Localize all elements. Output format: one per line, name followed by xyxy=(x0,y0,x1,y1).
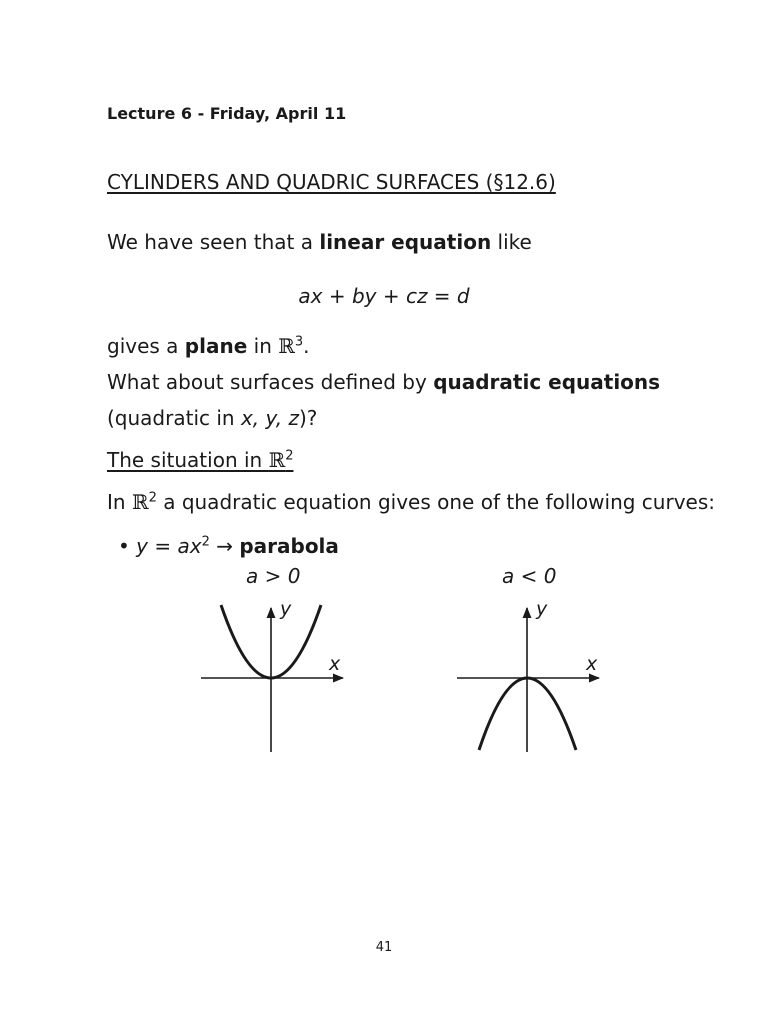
y-axis-label: y xyxy=(536,598,548,620)
condition-positive: a > 0 xyxy=(246,564,301,588)
exponent: 2 xyxy=(285,448,294,464)
real-space-symbol: ℝ xyxy=(268,448,286,472)
real-space-symbol: ℝ xyxy=(278,334,295,358)
section-title: CYLINDERS AND QUADRIC SURFACES (§12.6) xyxy=(107,170,556,194)
graph-opens-down xyxy=(457,598,599,752)
paren-close: )? xyxy=(299,406,318,430)
curves-text-end: a quadratic equation gives one of the following curves: xyxy=(156,490,715,514)
condition-negative: a < 0 xyxy=(502,564,557,588)
quadratic-equations-term: quadratic equations xyxy=(433,370,661,394)
plane-term: plane xyxy=(184,334,248,358)
x-axis-label: x xyxy=(329,653,341,675)
linear-equation: ax + by + cz = d xyxy=(298,284,470,308)
exponent: 3 xyxy=(294,334,304,350)
lecture-header: Lecture 6 - Friday, April 11 xyxy=(107,104,347,123)
intro-text-end: like xyxy=(491,230,532,254)
exponent: 2 xyxy=(148,490,157,506)
bullet-dot: • xyxy=(118,534,130,558)
question-text: What about surfaces defined by xyxy=(107,370,434,394)
intro-text: We have seen that a xyxy=(107,230,320,254)
paren-open: (quadratic in xyxy=(107,406,241,430)
linear-equation-term: linear equation xyxy=(319,230,492,254)
real-space-symbol: ℝ xyxy=(131,490,149,514)
x-axis-label: x xyxy=(586,653,598,675)
curves-text: In xyxy=(107,490,132,514)
y-axis-label: y xyxy=(280,598,292,620)
plane-text: gives a xyxy=(107,334,185,358)
period: . xyxy=(303,334,310,358)
parabola-term: parabola xyxy=(239,534,339,558)
subsection-text: The situation in xyxy=(107,448,269,472)
variables: x, y, z xyxy=(240,406,299,430)
plane-text-mid: in xyxy=(247,334,279,358)
page-number: 41 xyxy=(375,940,393,955)
graph-opens-up xyxy=(201,598,343,752)
arrow: → xyxy=(209,534,240,558)
exponent: 2 xyxy=(201,534,210,550)
parabola-equation: y = ax xyxy=(136,534,202,558)
